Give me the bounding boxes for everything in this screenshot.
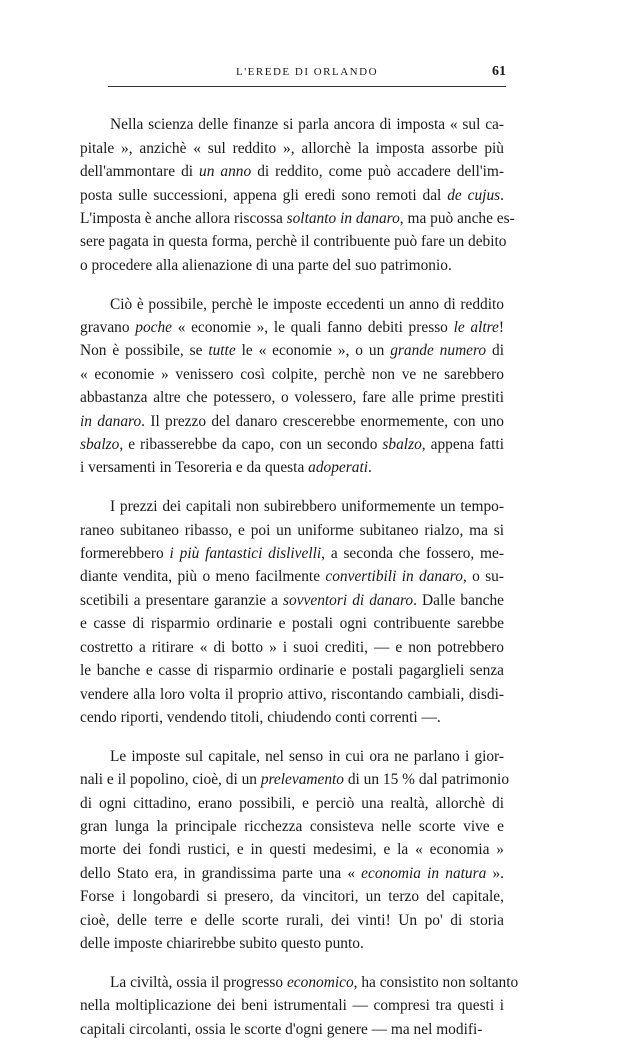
text-line [80,885,504,908]
text-run: di un 15 % dal patrimonio [344,771,510,789]
text-line [80,542,504,565]
paragraph [80,293,504,480]
text-run: « economie », le quali fanno debiti presso [172,319,454,337]
italic-run: tutte [208,342,236,360]
italic-run: de cujus [447,186,501,204]
text-run: . [500,186,504,204]
text-run: , appena fatti [421,436,504,454]
text-line [80,932,504,955]
text-run: ». [486,864,504,882]
text-run: Le imposte sul capitale, nel senso in cui ora ne parlano i gior- [110,747,504,765]
text-run: di reddito, come può accadere dell'im- [251,163,504,181]
text-run: delle imposte chiarirebbe subito questo punto. [80,934,364,952]
text-run: sere pagata in questa forma, perchè il contribuente può fare un debito [80,233,507,251]
text-line [80,456,504,479]
italic-run: le altre [453,319,499,337]
italic-run: sovventori di danaro [283,591,414,609]
paragraph [80,495,504,729]
italic-run: in danaro [80,412,142,430]
text-line [80,706,504,729]
text-run: pitale », anzichè « sul reddito », allorchè la imposta assorbe più [80,139,504,157]
text-run: Ciò è possibile, perchè le imposte eccedenti un anno di reddito [110,295,504,313]
text-line [80,1018,504,1041]
text-run: le « economie », o un [235,342,391,360]
italic-run: soltanto in danaro [286,210,400,228]
text-run: . Il prezzo del danaro crescerebbe enormemente, con uno [141,412,504,430]
text-run: Non è possibile, se [80,342,209,360]
text-run: morte dei fondi rustici, e in questi medesimi, e la « economia » [80,841,504,859]
text-line [80,495,504,518]
text-line [80,994,504,1017]
italic-run: convertibili in danaro [325,568,463,586]
text-line [80,909,504,932]
text-line [80,768,510,791]
italic-run: grande numero [390,342,487,360]
text-run: gravano [80,319,136,337]
text-line [80,113,504,136]
text-line [80,254,504,277]
page-number: 61 [492,64,506,79]
text-run: L'imposta è anche allora riscossa [80,210,287,228]
italic-run: adoperati [308,459,368,477]
italic-run: i più fantastici dislivelli [169,545,322,563]
italic-run: sbalzo [382,436,422,454]
text-run: Forse i longobardi si presero, da vincitori, un terzo del capitale, [80,888,504,906]
text-run: nella moltiplicazione dei beni istrumentali — compresi tra questi i [80,997,504,1015]
text-line [80,815,504,838]
text-line [80,316,504,339]
text-run: e casse di risparmio ordinarie e postali ogni contribuente sarebbe [80,615,504,633]
text-line [80,293,504,316]
text-line [80,207,515,230]
italic-run: economico [286,973,354,991]
text-line [80,659,504,682]
text-line [80,363,504,386]
text-line [80,184,504,207]
text-run: scetibili a presentare garanzie a [80,591,284,609]
text-run: cioè, delle terre e delle scorte rurali, dei vinti! Un po' di storia [80,911,504,929]
text-line [80,612,504,635]
text-run: raneo subitaneo ribasso, e poi un uniforme subitaneo rialzo, ma si [80,521,504,539]
text-run: . Dalle banche [413,591,504,609]
text-run: , ha consistito non soltanto [353,973,519,991]
text-run: abbastanza altre che potessero, o volessero, fare alle prime prestiti [80,389,504,407]
text-line [80,683,504,706]
text-line [80,971,519,994]
italic-run: poche [135,319,173,337]
text-line [80,410,504,433]
text-run: diante vendita, più o meno facilmente [80,568,326,586]
text-run: La civiltà, ossia il progresso [110,973,287,991]
text-line [80,386,504,409]
italic-run: un anno [199,163,252,181]
text-run: nali e il popolino, cioè, di un [80,771,261,789]
text-run: le banche e casse di risparmio ordinarie e postali pagarglieli senza [80,662,504,680]
italic-run: sbalzo [80,436,120,454]
text-run: o procedere alla alienazione di una parte del suo patrimonio. [80,256,452,274]
text-run: , o su- [462,568,504,586]
text-line [80,792,504,815]
italic-run: economia in natura [361,864,487,882]
paragraph [80,113,515,277]
text-line [80,565,504,588]
text-run: gran lunga la principale ricchezza consisteva nelle scorte vive e [80,817,504,835]
text-run: posta sulle successioni, appena gli eredi sono remoti dal [80,186,448,204]
text-run: capitali circolanti, ossia le scorte d'ogni genere — ma nel modifi- [80,1020,483,1038]
text-run: . [368,459,372,477]
text-run: dello Stato era, in grandissima parte una « [80,864,362,882]
text-run: vendere alla loro volta il proprio attivo, riscontando cambiali, disdi- [80,685,504,703]
text-run: Nella scienza delle finanze si parla ancora di imposta « sul ca- [110,116,504,134]
text-run: di ogni cittadino, erano possibili, e perciò una realtà, allorchè di [80,794,504,812]
paragraph [80,745,510,956]
text-run: formerebbero [80,545,170,563]
running-title: L'EREDE DI ORLANDO [235,66,379,78]
text-run: di [486,342,505,360]
text-line [80,137,504,160]
text-run: ! [498,319,505,337]
text-run: , a seconda che fossero, me- [321,545,504,563]
page-header [108,62,506,87]
text-line [80,433,504,456]
italic-run: prelevamento [260,771,345,789]
body-text [80,98,519,1056]
text-run: i versamenti in Tesoreria e da questa [80,459,309,477]
text-line [80,838,504,861]
text-run: I prezzi dei capitali non subirebbero uniformemente un tempo- [110,498,504,516]
text-line [80,862,504,885]
text-run: , e ribasserebbe da capo, con un secondo [119,436,383,454]
text-run: costretto a ritirare « di botto » i suoi crediti, — e non potrebbero [80,638,504,656]
text-line [80,745,504,768]
text-run: , ma può anche es- [399,210,515,228]
text-line [80,589,504,612]
text-line [80,519,504,542]
text-line [80,160,504,183]
text-run: « economie » venissero così colpite, perchè non ve ne sarebbero [80,365,504,383]
paragraph [80,971,519,1041]
text-run: cendo riporti, vendendo titoli, chiudendo conti correnti —. [80,708,441,726]
text-line [80,636,504,659]
text-line [80,230,507,253]
text-line [80,339,504,362]
text-run: dell'ammontare di [80,163,200,181]
